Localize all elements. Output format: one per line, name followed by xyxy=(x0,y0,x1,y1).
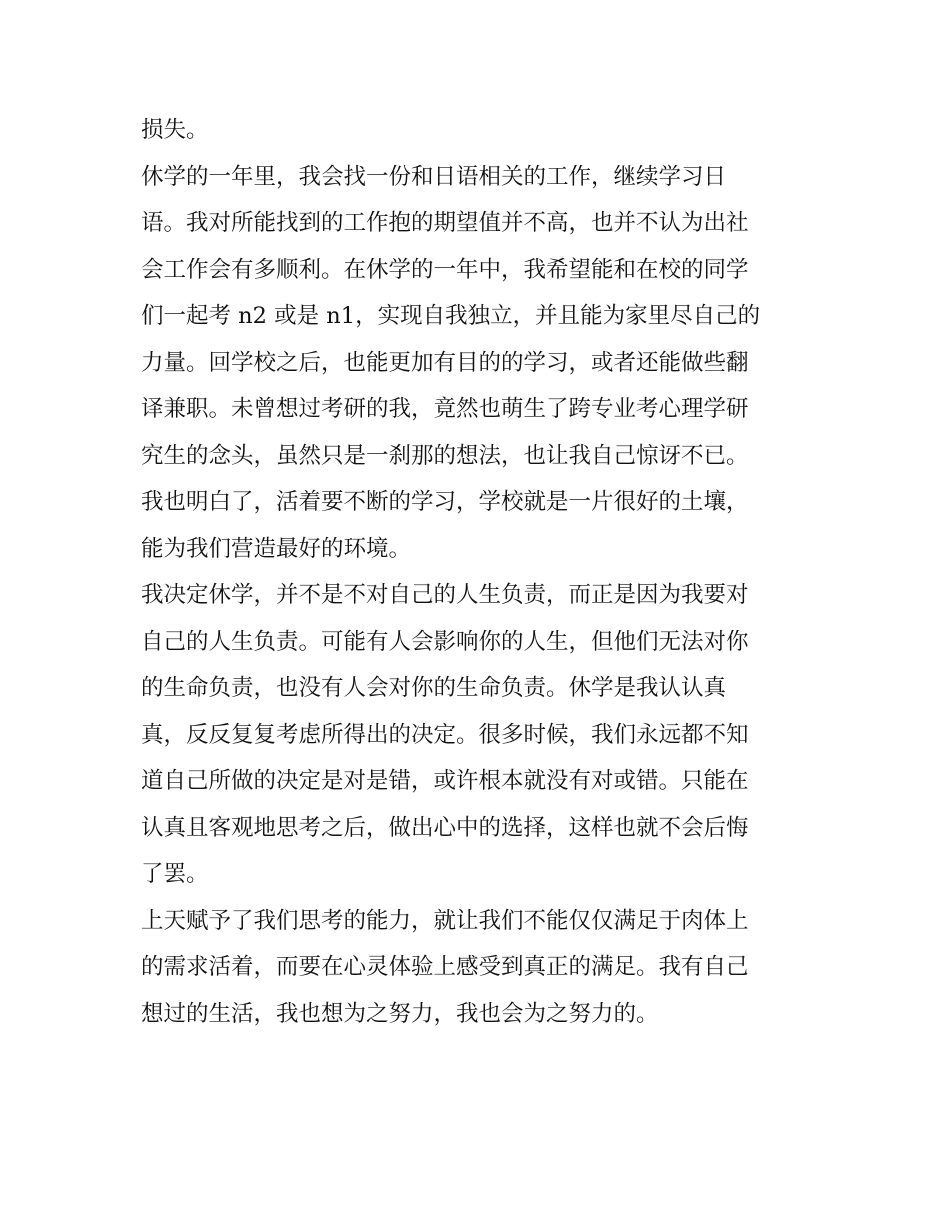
text-line: 能为我们营造最好的环境。 xyxy=(141,535,412,562)
text-line: 我也明白了，活着要不断的学习，学校就是一片很好的土壤， xyxy=(141,489,749,515)
text-line: 自己的人生负责。可能有人会影响你的人生，但他们无法对你 xyxy=(141,628,749,655)
text-line: 会工作会有多顺利。在休学的一年中，我希望能和在校的同学 xyxy=(141,256,749,283)
text-line: 究生的念头，虽然只是一刹那的想法，也让我自己惊讶不已。 xyxy=(141,442,749,469)
text-line: 力量。回学校之后，也能更加有目的的学习，或者还能做些翻 xyxy=(141,349,749,376)
text-line: 的生命负责，也没有人会对你的生命负责。休学是我认认真 xyxy=(141,675,727,701)
text-line: 我决定休学，并不是不对自己的人生负责，而正是因为我要对 xyxy=(141,582,749,608)
text-line: 损失。 xyxy=(141,117,209,143)
text-line: 译兼职。未曾想过考研的我，竟然也萌生了跨专业考心理学研 xyxy=(141,396,749,422)
text-line: 休学的一年里，我会找一份和日语相关的工作，继续学习日 xyxy=(141,163,727,190)
text-line: 道自己所做的决定是对是错，或许根本就没有对或错。只能在 xyxy=(141,768,749,794)
text-line: 认真且客观地思考之后，做出心中的选择，这样也就不会后悔 xyxy=(141,814,749,841)
text-line: 了罢。 xyxy=(141,861,209,887)
text-line: 语。我对所能找到的工作抱的期望值并不高，也并不认为出社 xyxy=(141,210,749,236)
text-line: 真，反反复复考虑所得出的决定。很多时候，我们永远都不知 xyxy=(141,721,749,748)
body-text xyxy=(141,107,821,1037)
text-line: 想过的生活，我也想为之努力，我也会为之努力的。 xyxy=(141,1000,659,1027)
text-line: 的需求活着，而要在心灵体验上感受到真正的满足。我有自己 xyxy=(141,954,749,980)
text-line: 上天赋予了我们思考的能力，就让我们不能仅仅满足于肉体上 xyxy=(141,907,749,934)
text-line: 们一起考 n2 或是 n1，实现自我独立，并且能为家里尽自己的 xyxy=(141,303,761,329)
